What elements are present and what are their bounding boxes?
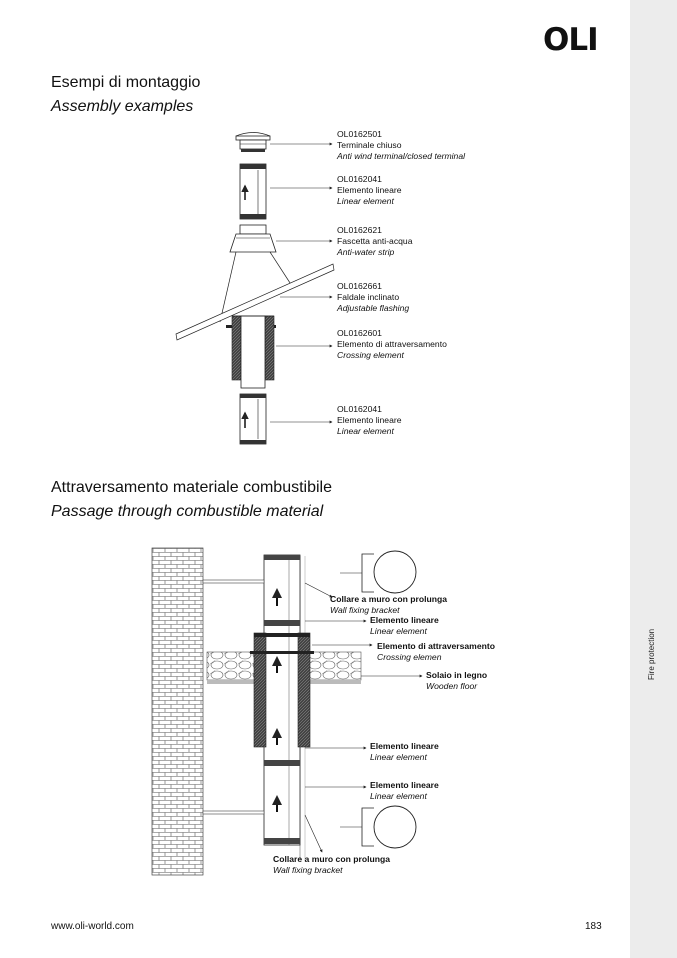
oli-logo: OLI xyxy=(543,22,598,58)
section2-title-it: Attraversamento materiale combustibile xyxy=(51,479,333,496)
label-anti-water-strip: OL0162621 Fascetta anti-acqua Anti-water strip xyxy=(337,225,413,257)
crossing-element-drawing xyxy=(226,316,276,388)
label-linear-element-2: OL0162041 Elemento lineare Linear element xyxy=(337,404,402,436)
label-crossing-element-2: Elemento di attraversamento Crossing elemen xyxy=(377,641,495,662)
label-wooden-floor: Solaio in legno Wooden floor xyxy=(426,670,488,691)
linear-element-drawing-2 xyxy=(240,394,266,444)
section-label: Fire protection xyxy=(647,628,656,680)
footer-url: www.oli-world.com xyxy=(51,921,134,932)
anti-water-strip-drawing xyxy=(230,225,276,252)
section1-title-en: Assembly examples xyxy=(51,98,194,115)
label-linear-element-b: Elemento lineare Linear element xyxy=(370,741,439,762)
section1-title-it: Esempi di montaggio xyxy=(51,74,201,91)
linear-element-drawing-1 xyxy=(240,164,266,219)
label-wall-bracket-bottom: Collare a muro con prolunga Wall fixing bracket xyxy=(273,854,390,875)
label-linear-element-a: Elemento lineare Linear element xyxy=(370,615,439,636)
label-adjustable-flashing: OL0162661 Faldale inclinato Adjustable flashing xyxy=(337,281,410,313)
label-linear-element-1: OL0162041 Elemento lineare Linear element xyxy=(337,174,402,206)
label-closed-terminal: OL0162501 Terminale chiuso Anti wind terminal/closed terminal xyxy=(337,129,466,161)
closed-terminal-drawing xyxy=(236,133,270,153)
label-wall-bracket-top: Collare a muro con prolunga Wall fixing bracket xyxy=(330,594,447,615)
page-number: 183 xyxy=(585,921,602,932)
label-linear-element-c: Elemento lineare Linear element xyxy=(370,780,439,801)
label-crossing-element: OL0162601 Elemento di attraversamento Crossing element xyxy=(337,328,447,360)
section2-title-en: Passage through combustible material xyxy=(51,503,324,520)
